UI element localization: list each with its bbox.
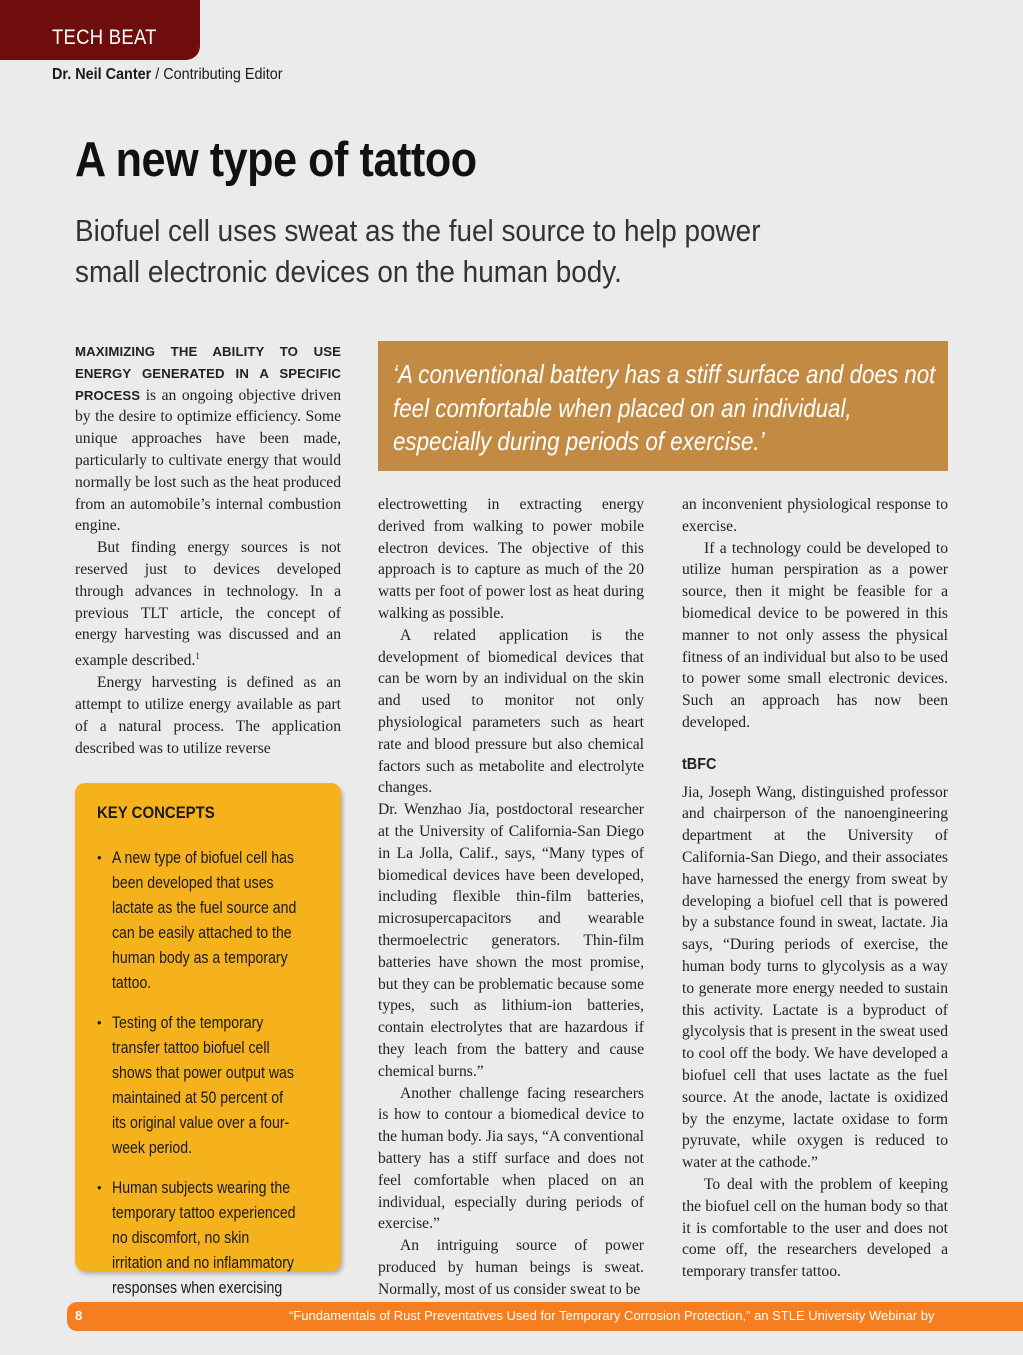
- byline-separator: /: [151, 66, 164, 83]
- section-label: TECH BEAT: [52, 26, 157, 49]
- paragraph: [75, 341, 341, 537]
- author-name: Dr. Neil Canter: [52, 66, 152, 83]
- footnote-ref: 1: [195, 651, 200, 662]
- paragraph: Jia, Joseph Wang, distinguished professor and chairperson of the nanoengineering department at the University of California-San Diego, and their associates have harnessed the energy from sweat by developing a biofuel cell that is powered by a substance found in sweat, lactate. Jia says, “During periods of exercise, the human body turns to glycolysis as a way to generate more energy needed to sustain this activity. Lactate is a byproduct of glycolysis that is present in the sweat used to cool off the body. We have developed a biofuel cell that uses lactate as the fuel source. At the anode, lactate is oxidized by the enzyme, lactate oxidase to form pyruvate, while oxygen is reduced to water at the cathode.”: [682, 783, 948, 1172]
- key-concepts-box: [75, 783, 341, 1297]
- key-concepts-list: [97, 845, 331, 1325]
- paragraph-text: is an ongoing objective driven by the desire to optimize efficiency. Some unique approaches have been made, particularly to cultivate energy that would normally be lost such as the heat produced from an automobile’s internal combustion engine.: [75, 386, 341, 535]
- paragraph: electrowetting in extracting energy derived from walking to power mobile electron devices. The objective of this approach is to capture as much of the 20 watts per foot of power lost as heat during walking as possible.: [378, 496, 644, 622]
- column-1: [75, 341, 341, 759]
- bullet-icon: •: [97, 850, 102, 865]
- paragraph: To deal with the problem of keeping the biofuel cell on the human body so that it is comfortable to the user and does not come off, the researchers developed a temporary transfer tattoo.: [682, 1175, 948, 1281]
- paragraph: [75, 537, 341, 672]
- paragraph: Dr. Wenzhao Jia, postdoctoral researcher at the University of California-San Diego in La Jolla, Calif., says, “Many types of biomedical devices have been developed, including flexible thin-film batteries, microsupercapacitors and wearable thermoelectric generators. Thin-film batteries have shown the most promise, but they can be problematic because some types, such as lithium-ion batteries, contain electrolytes that are hazardous if they leach from the battery and cause chemical burns.”: [378, 801, 644, 1080]
- paragraph: Energy harvesting is defined as an attempt to utilize energy available as part of a natural process. The application described was to utilize reverse: [75, 674, 341, 757]
- paragraph: If a technology could be developed to utilize human perspiration as a power source, then it might be feasible for a biomedical device to be powered in this manner to not only assess the physical fitness of an individual but also to be used to power some small electronic devices. Such an approach has now been developed.: [682, 539, 948, 731]
- footer-text: “Fundamentals of Rust Preventatives Used for Temporary Corrosion Protection,” an STLE University Webinar by: [289, 1308, 935, 1323]
- list-item-text: A new type of biofuel cell has been developed that uses lactate as the fuel source and can be easily attached to the human body as a temporary tattoo.: [112, 848, 297, 992]
- bullet-icon: •: [97, 1015, 102, 1030]
- page-number: 8: [75, 1308, 83, 1323]
- article-subtitle: Biofuel cell uses sweat as the fuel source to help power small electronic devices on the human body.: [75, 213, 761, 289]
- paragraph: an inconvenient physiological response to exercise.: [682, 496, 948, 535]
- byline: [52, 66, 283, 84]
- paragraph: An intriguing source of power produced by human beings is sweat. Normally, most of us consider sweat to be: [378, 1237, 644, 1298]
- list-item: [97, 1010, 331, 1160]
- column-3: [682, 494, 948, 1283]
- lead-in: MAXIMIZING THE ABILITY TO USE ENERGY GENERATED IN A SPECIFIC PROCESS: [75, 344, 341, 403]
- section-heading: tBFC: [682, 755, 717, 773]
- bullet-icon: •: [97, 1180, 102, 1195]
- list-item: [97, 845, 331, 995]
- key-concepts-heading: KEY CONCEPTS: [97, 803, 215, 822]
- pull-quote: [378, 341, 948, 471]
- paragraph: Another challenge facing researchers is how to contour a biomedical device to the human body. Jia says, “A conventional battery has a stiff surface and does not feel comfortable when placed on an individual, especially during periods of exercise.”: [378, 1084, 644, 1233]
- section-tab: [0, 0, 200, 60]
- article-title: A new type of tattoo: [75, 133, 477, 187]
- footer-bar: [67, 1302, 1023, 1331]
- list-item-text: Testing of the temporary transfer tattoo biofuel cell shows that power output was maintained at 50 percent of its original value over a four-week period.: [112, 1013, 294, 1157]
- list-item-text: Human subjects wearing the temporary tattoo experienced no discomfort, no skin irritation and no inflammatory responses when exercising: [112, 1178, 296, 1297]
- pull-quote-text: ‘A conventional battery has a stiff surface and does not feel comfortable when placed on an individual, especially during periods of exercise.’: [393, 359, 936, 456]
- column-2: [378, 494, 644, 1300]
- paragraph: A related application is the development of biomedical devices that can be worn by an individual on the skin and used to monitor not only physiological parameters such as heart rate and blood pressure but also chemical factors such as metabolite and electrolyte changes.: [378, 626, 644, 797]
- paragraph-text: But finding energy sources is not reserved just to devices developed through advances in technology. In a previous TLT article, the concept of energy harvesting was discussed and an example described.: [75, 539, 341, 670]
- author-role: Contributing Editor: [163, 66, 283, 83]
